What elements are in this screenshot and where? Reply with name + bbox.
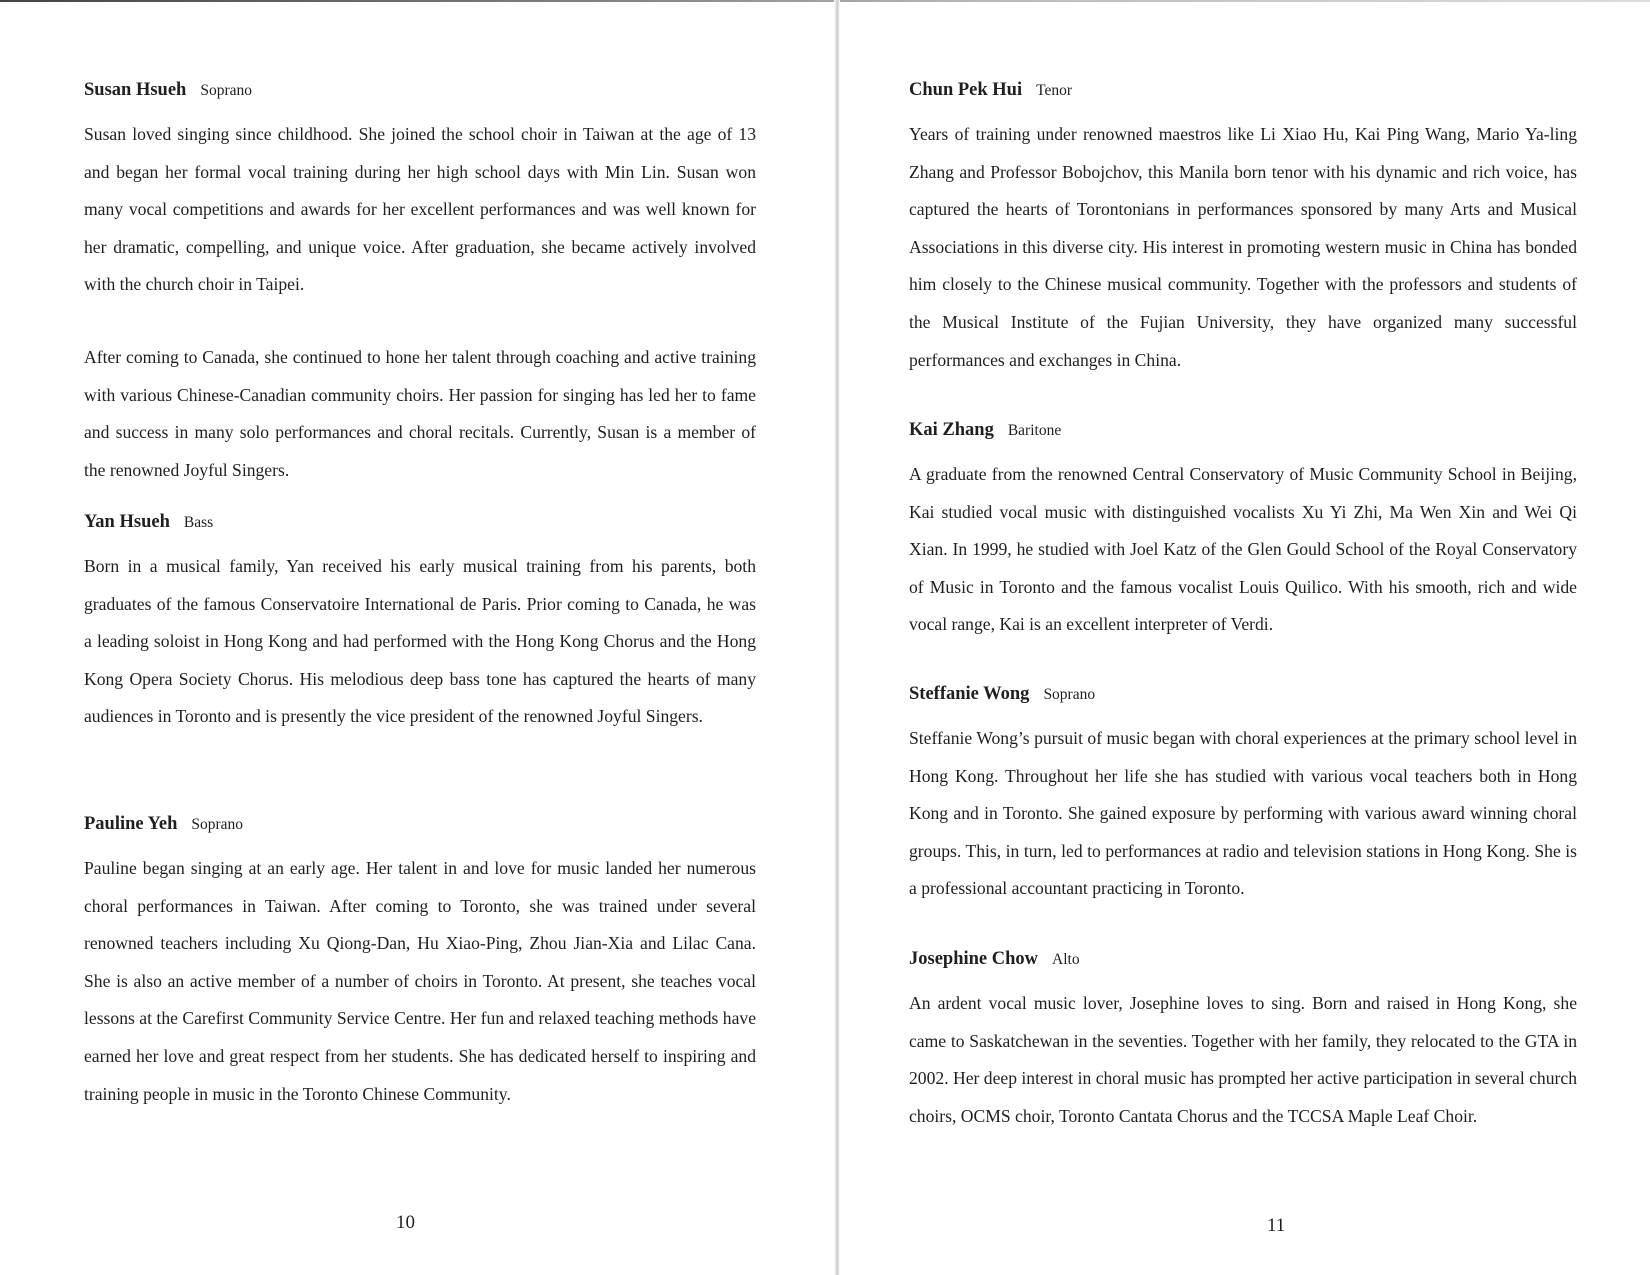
bio-heading xyxy=(909,682,1577,706)
bio-paragraph: After coming to Canada, she continued to hone her talent through coaching and active training with various Chinese-Canadian community choirs. Her passion for singing has led her to fame and success in many solo performances and choral recitals. Currently, Susan is a member of the renowned Joyful Singers. xyxy=(84,346,756,480)
page-number: 11 xyxy=(1267,1215,1286,1236)
singer-name: Kai Zhang xyxy=(909,420,994,440)
bio-josephine-chow xyxy=(909,947,1577,1135)
bio-heading xyxy=(909,418,1577,442)
bio-heading xyxy=(84,812,756,836)
bio-paragraph: Steffanie Wong’s pursuit of music began with choral experiences at the primary school level in Hong Kong. Throughout her life she has studied with various vocal teachers both in Hong Kong and in Toronto. She gained exposure by performing with various award winning choral groups. This, in turn, led to performances at radio and television stations in Hong Kong. She is a professional accountant practicing in Toronto. xyxy=(909,728,1577,899)
singer-name: Susan Hsueh xyxy=(84,80,187,100)
bio-yan-hsueh xyxy=(84,510,756,736)
bio-heading xyxy=(84,510,756,534)
voice-part: Soprano xyxy=(191,816,244,833)
bio-chun-pek-hui xyxy=(909,78,1577,379)
bio-pauline-yeh xyxy=(84,812,756,1113)
voice-part: Soprano xyxy=(200,82,252,99)
bio-paragraph: Years of training under renowned maestros like Li Xiao Hu, Kai Ping Wang, Mario Ya-ling Zhang and Professor Bobojchov, this Manila born tenor with his dynamic and rich voice, has captured the hearts of Torontonians in performances sponsored by many Arts and Musical Associations in this diverse city. His interest in promoting western music in China has bonded him closely to the Chinese musical community. Together with the professors and students of the Musical Institute of the Fujian University, they have organized many successful performances and exchanges in China. xyxy=(909,124,1577,370)
bio-steffanie-wong xyxy=(909,682,1577,908)
bio-paragraph: Born in a musical family, Yan received his early musical training from his parents, both graduates of the famous Conservatoire International de Paris. Prior coming to Canada, he was a leading soloist in Hong Kong and had performed with the Hong Kong Chorus and the Hong Kong Opera Society Chorus. His melodious deep bass tone has captured the hearts of many audiences in Toronto and is presently the vice president of the renowned Joyful Singers. xyxy=(84,556,756,727)
bio-paragraph: Pauline began singing at an early age. Her talent in and love for music landed her numerous choral performances in Taiwan. After coming to Toronto, she was trained under several renowned teachers including Xu Qiong-Dan, Hu Xiao-Ping, Zhou Jian-Xia and Lilac Cana. She is also an active member of a number of choirs in Toronto. At present, she teaches vocal lessons at the Carefirst Community Service Centre. Her fun and relaxed teaching methods have earned her love and great respect from her students. She has dedicated herself to inspiring and training people in music in the Toronto Chinese Community. xyxy=(84,858,756,1104)
page-number: 10 xyxy=(396,1212,415,1233)
bio-heading xyxy=(909,947,1577,971)
voice-part: Soprano xyxy=(1043,686,1096,703)
singer-name: Chun Pek Hui xyxy=(909,80,1023,100)
voice-part: Baritone xyxy=(1007,422,1062,439)
bio-paragraph: Susan loved singing since childhood. She joined the school choir in Taiwan at the age of 13 and began her formal vocal training during her high school days with Min Lin. Susan won many vocal competitions and awards for her excellent performances and was well known for her dramatic, compelling, and unique voice. After graduation, she became actively involved with the church choir in Taipei. xyxy=(84,124,756,295)
voice-part: Tenor xyxy=(1036,82,1073,99)
singer-name: Yan Hsueh xyxy=(84,512,170,532)
right-page xyxy=(909,0,1577,1275)
bio-susan-hsueh xyxy=(84,78,756,489)
booklet-fold xyxy=(834,0,840,1275)
bio-heading xyxy=(84,78,756,102)
left-page xyxy=(84,0,756,1275)
bio-kai-zhang xyxy=(909,418,1577,644)
singer-name: Steffanie Wong xyxy=(909,684,1030,704)
voice-part: Alto xyxy=(1052,951,1080,968)
bio-paragraph: A graduate from the renowned Central Conservatory of Music Community School in Beijing, Kai studied vocal music with distinguished vocalists Xu Yi Zhi, Ma Wen Xin and Wei Qi Xian. In 1999, he studied with Joel Katz of the Glen Gould School of the Royal Conservatory of Music in Toronto and the famous vocalist Louis Quilico. With his smooth, rich and wide vocal range, Kai is an excellent interpreter of Verdi. xyxy=(909,464,1577,635)
bio-paragraph: An ardent vocal music lover, Josephine loves to sing. Born and raised in Hong Kong, she came to Saskatchewan in the seventies. Together with her family, they relocated to the GTA in 2002. Her deep interest in choral music has prompted her active participation in several church choirs, OCMS choir, Toronto Cantata Chorus and the TCCSA Maple Leaf Choir. xyxy=(909,993,1577,1126)
bio-heading xyxy=(909,78,1577,102)
singer-name: Josephine Chow xyxy=(909,949,1039,969)
singer-name: Pauline Yeh xyxy=(84,814,178,834)
voice-part: Bass xyxy=(183,514,214,531)
